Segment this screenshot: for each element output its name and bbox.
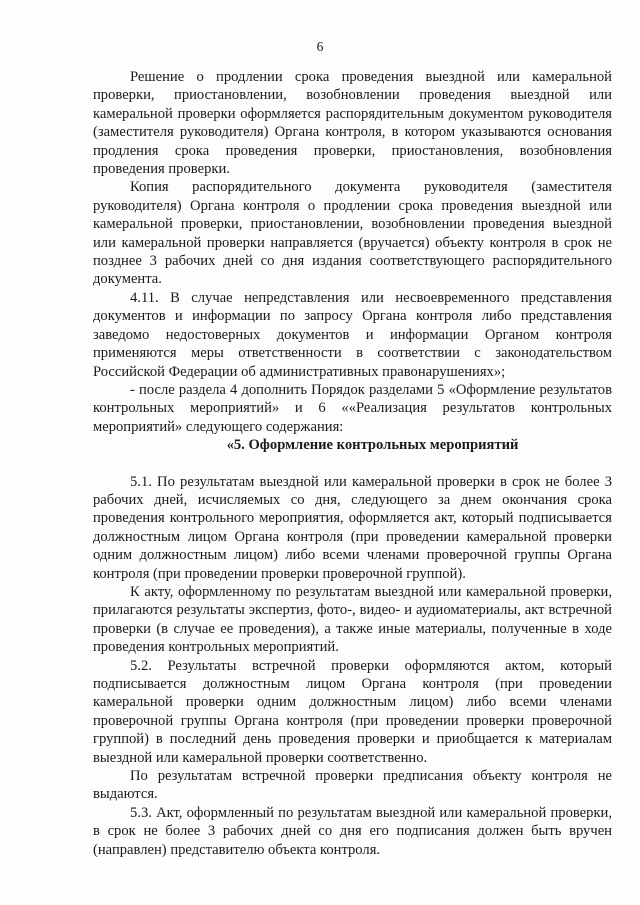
page-number: 6 <box>316 39 324 54</box>
paragraph: 4.11. В случае непредставления или несвоевременного представления документов и информации по запросу Органа контроля либо представления заведомо недостоверных документов и информации Органом контроля применяются меры ответственности в соответствии с законодательством Российской Федерации об административных правонарушениях»; <box>93 289 612 380</box>
paragraph: 5.1. По результатам выездной или камеральной проверки в срок не более 3 рабочих дней, исчисляемых со дня, следующего за днем окончания срока проведения контрольного мероприятия, оформляется акт, который подписывается должностным лицом Органа контроля (при проведении камеральной проверки одним должностным лицом) либо всеми членами проверочной группы Органа контроля (при проведении проверки проверочной группой). <box>93 473 612 582</box>
paragraph: 5.3. Акт, оформленный по результатам выездной или камеральной проверки, в срок не более 3 рабочих дней со дня его подписания должен быть вручен (направлен) представителю объекта контроля. <box>93 804 612 858</box>
document-body <box>93 68 612 859</box>
paragraph: Решение о продлении срока проведения выездной или камеральной проверки, приостановлении, возобновлении проведения выездной или камеральной проверки оформляется распорядительным документом руководителя (заместителя руководителя) Органа контроля, в котором указываются основания продления срока проведения проверки, приостановления, возобновления проведения проверки. <box>93 69 612 178</box>
paragraph: - после раздела 4 дополнить Порядок разделами 5 «Оформление результатов контрольных мероприятий» и 6 ««Реализация результатов контрольных мероприятий» следующего содержания: <box>93 381 612 435</box>
paragraph: 5.2. Результаты встречной проверки оформляются актом, который подписывается должностным лицом Органа контроля (при проведении камеральной проверки одним должностным лицом) либо всеми членами проверочной группы Органа контроля (при проведении проверки проверочной группой) в последний день проведения проверки и приобщается к материалам выездной или камеральной проверки соответственно. <box>93 657 612 766</box>
paragraph: К акту, оформленному по результатам выездной или камеральной проверки, прилагаются результаты экспертиз, фото-, видео- и аудиоматериалы, акт встречной проверки (в случае ее проведения), а также иные материалы, полученные в ходе проведения контрольных мероприятий. <box>93 583 612 656</box>
paragraph: По результатам встречной проверки предписания объекту контроля не выдаются. <box>93 768 612 803</box>
section-heading: «5. Оформление контрольных мероприятий <box>226 437 519 454</box>
paragraph: Копия распорядительного документа руководителя (заместителя руководителя) Органа контроля о продлении срока проведения выездной или камеральной проверки, приостановлении, возобновлении проведения выездной или камеральной проверки направляется (вручается) объекту контроля в срок не позднее 3 рабочих дней со дня издания соответствующего распорядительного документа. <box>93 179 612 288</box>
